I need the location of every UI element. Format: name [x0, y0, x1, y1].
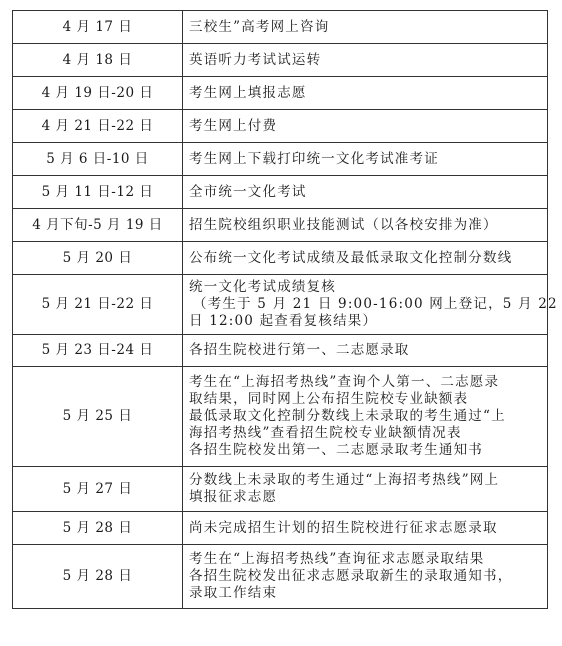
event-text-line: 考生在“上海招考热线”查询征求志愿录取结果 — [189, 551, 485, 567]
table-row — [13, 110, 548, 143]
date-cell: 5 月 28 日 — [13, 545, 183, 609]
table-row — [13, 11, 548, 44]
event-text-line: 考生网上下载打印统一文化考试准考证 — [189, 150, 439, 167]
event-text-line: 全市统一文化考试 — [189, 183, 307, 200]
event-cell — [183, 367, 548, 467]
event-text-line: 各招生院校进行第一、二志愿录取 — [189, 342, 410, 358]
event-text-line: 英语听力考试试运转 — [189, 51, 322, 68]
event-cell — [183, 11, 548, 44]
table-row — [13, 44, 548, 77]
event-text-line: 招生院校组织职业技能测试（以各校安排为准） — [189, 216, 498, 233]
date-cell: 5 月 20 日 — [13, 242, 183, 275]
event-cell — [183, 545, 548, 609]
event-text-line: 统一文化考试成绩复核 — [189, 279, 336, 295]
event-text-line: （考生于 5 月 21 日 9:00-16:00 网上登记，5 月 22 — [193, 296, 558, 312]
table-row — [13, 242, 548, 275]
event-cell — [183, 467, 548, 512]
date-cell: 5 月 25 日 — [13, 367, 183, 467]
event-text-line: 录取工作结束 — [189, 585, 278, 601]
event-text-line: 最低录取文化控制分数线上未录取的考生通过“上 — [189, 408, 506, 424]
event-text-line: 各招生院校发出第一、二志愿录取考生通知书 — [189, 442, 483, 458]
table-row — [13, 467, 548, 512]
schedule-table — [12, 10, 558, 609]
date-cell: 5 月 6 日-10 日 — [13, 143, 183, 176]
table-row — [13, 545, 548, 609]
event-text-line: 三校生”高考网上咨询 — [189, 18, 330, 35]
event-text-line: 考生在“上海招考热线”查询个人第一、二志愿录 — [189, 374, 500, 390]
event-cell — [183, 209, 548, 242]
event-text-line: 考生网上付费 — [189, 117, 278, 134]
event-text-line: 海招考热线”查看招生院校专业缺额情况表 — [189, 425, 462, 441]
event-text-line: 日 12:00 起查看复核结果） — [189, 313, 378, 329]
date-cell: 4 月 18 日 — [13, 44, 183, 77]
event-cell — [183, 77, 548, 110]
event-cell — [183, 176, 548, 209]
date-cell: 4 月 19 日-20 日 — [13, 77, 183, 110]
event-text-line: 各招生院校发出征求志愿录取新生的录取通知书， — [189, 568, 513, 584]
date-cell: 5 月 11 日-12 日 — [13, 176, 183, 209]
event-text-line: 分数线上未录取的考生通过“上海招考热线”网上 — [189, 472, 500, 488]
event-text-line: 填报征求志愿 — [189, 489, 278, 505]
event-text-line: 尚未完成招生计划的招生院校进行征求志愿录取 — [189, 519, 498, 536]
table-row — [13, 335, 548, 367]
table-row — [13, 512, 548, 545]
event-text-line: 取结果，同时网上公布招生院校专业缺额表 — [189, 391, 469, 407]
event-cell — [183, 242, 548, 275]
table-row — [13, 367, 548, 467]
table-row — [13, 275, 548, 335]
date-cell: 5 月 28 日 — [13, 512, 183, 545]
table-row — [13, 176, 548, 209]
date-cell: 4 月下旬-5 月 19 日 — [13, 209, 183, 242]
table-row — [13, 143, 548, 176]
event-text-line: 考生网上填报志愿 — [189, 84, 307, 101]
event-cell — [183, 110, 548, 143]
date-cell: 5 月 23 日-24 日 — [13, 335, 183, 367]
event-cell — [183, 335, 548, 367]
table-row — [13, 77, 548, 110]
event-text-line: 公布统一文化考试成绩及最低录取文化控制分数线 — [189, 249, 513, 266]
event-cell — [183, 275, 558, 335]
date-cell: 4 月 17 日 — [13, 11, 183, 44]
date-cell: 4 月 21 日-22 日 — [13, 110, 183, 143]
date-cell: 5 月 27 日 — [13, 467, 183, 512]
event-cell — [183, 143, 548, 176]
event-cell — [183, 512, 548, 545]
schedule-body — [13, 11, 558, 609]
table-row — [13, 209, 548, 242]
event-cell — [183, 44, 548, 77]
date-cell: 5 月 21 日-22 日 — [13, 275, 183, 335]
